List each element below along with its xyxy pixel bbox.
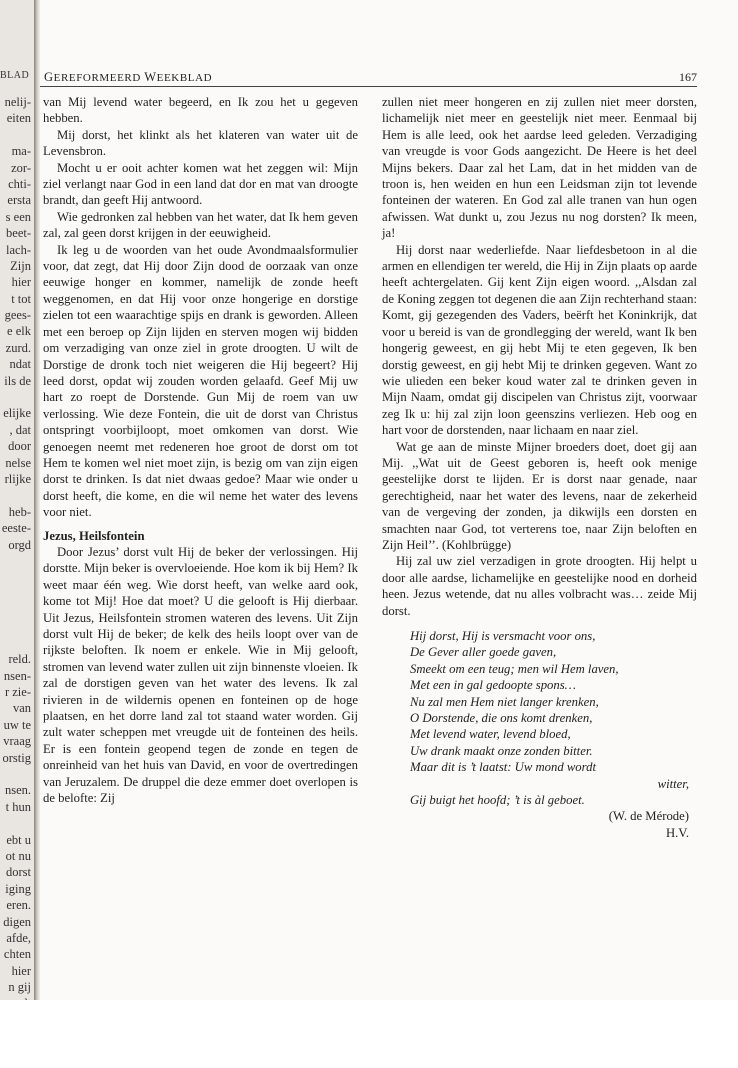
previous-page-line: , dat — [9, 422, 31, 437]
previous-page-edge — [0, 0, 34, 1000]
previous-page-line — [2, 487, 31, 503]
column-left — [43, 94, 358, 806]
previous-page-line: s een — [5, 209, 31, 224]
previous-page-line: ils de — [4, 373, 31, 388]
poem-line: Hij dorst, Hij is versmacht voor ons, — [410, 629, 596, 643]
previous-page-line: Zijn — [10, 258, 31, 273]
previous-page-line: nelse — [5, 455, 31, 470]
paragraph: Mij dorst, het klinkt als het klateren van water uit de Levensbron. — [43, 127, 358, 159]
publication-title: GEREFORMEERD WEEKBLAD — [44, 70, 213, 84]
previous-page-line: dorst — [6, 865, 31, 880]
previous-page-line: n gij — [8, 980, 31, 995]
paragraph: Mocht u er ooit achter komen wat het zeggen wil: Mijn ziel verlangt naar God in een land dat dor en mat van droogte brandt, dan geeft Hij antwoord. — [43, 160, 358, 208]
previous-page-line: eren. — [6, 898, 31, 913]
previous-page-line: nsen. — [4, 783, 31, 798]
previous-page-line — [2, 553, 31, 569]
bottom-margin — [0, 1000, 738, 1068]
previous-page-line: beet- — [6, 226, 31, 241]
poem-line-continuation: witter, — [657, 776, 689, 791]
previous-page-line: chti- — [8, 176, 31, 191]
previous-page-line — [2, 586, 31, 602]
poem-line: Met een in gal gedoopte spons… — [410, 678, 576, 693]
previous-page-line: e elk — [7, 324, 31, 339]
previous-page-line: ersta — [7, 193, 31, 208]
previous-page-line: hier — [11, 963, 31, 978]
poem-line: Maar dit is ’t laatst: Uw mond wordt — [410, 760, 596, 775]
previous-page-line: orgd — [8, 537, 31, 552]
previous-page-line: elijke — [3, 406, 31, 421]
previous-page-line: r zie- — [4, 685, 31, 700]
paragraph: Hij zal uw ziel verzadigen in grote droogten. Hij helpt u door alle aardse, lichamelijke en geestelijke nood en dorheid heen. Jezus wetende, dat nu alles volbracht was… zeide Mij dorst. — [382, 554, 697, 618]
previous-page-line: ma- — [11, 144, 31, 159]
previous-page-line: t hun — [5, 799, 31, 814]
previous-page-line — [2, 619, 31, 635]
previous-page-line: nelij- — [4, 95, 31, 109]
poem-line: Met levend water, levend bloed, — [410, 727, 571, 742]
poem-attribution: (W. de Mérode) — [608, 809, 689, 824]
previous-page-line: vraag — [3, 734, 31, 749]
poem-line: O Dorstende, die ons komt drenken, — [410, 711, 593, 726]
previous-page-line: orstig — [2, 750, 31, 765]
previous-page-line — [2, 569, 31, 585]
previous-page-line — [2, 815, 31, 831]
poem-line: Smeekt om een teug; men wil Hem laven, — [410, 661, 619, 676]
previous-page-line: ebt u — [6, 832, 31, 847]
previous-page-line: zor- — [11, 160, 31, 175]
previous-page-line: heb- — [8, 504, 31, 519]
poem-line: Nu zal men Hem niet langer krenken, — [410, 694, 599, 709]
paragraph: zullen niet meer hongeren en zij zullen niet meer dorsten, lichamelijk niet meer en geestelijk niet meer. Eenmaal bij Hem is alle leed, ook het aardse leed geleden. Verzadiging van vreugde is voor Gods aangezicht. De Heere is het deel Mijns bekers. Daar zal het Lam, dat in het midden van de troon is, hen weiden en hun een Leidsman zijn tot levende fonteinen der wateren. En God zal alle tranen van hun ogen afwissen. Wat dunkt u, zou Jezus nu nog dorsten? Ik meen, ja! — [382, 95, 697, 241]
previous-page-line: afde, — [6, 930, 31, 945]
previous-page-line — [2, 766, 31, 782]
paragraph: Hij dorst naar wederliefde. Naar liefdesbetoon in al die armen en ellendigen ter wereld, die Hij in Zijn plaats op aarde heeft achtergelaten. Gij kent Zijn eigen woord. ,,Alsdan zal de Koning zeggen tot degenen die aan Zijn rechterhand staan: Komt, gij gezegenden des Vaders, beërft het Koninkrijk, dat voor u bereid is van de grondlegging der wereld, want Ik ben hongerig geweest, en gij hebt Mij te eten gegeven, Ik ben dorstig geweest, en gij hebt Mij te drinken gegeven. Want zo wie ulieden een beker koud water zal te drinken geven in Mijn Naam, omdat gij discipelen van Christus zijt, voorwaar zeg Ik u: hij zal zijn loon geenszins verliezen. Heb oog en hart voor de dorstenden, naar lichaam en naar ziel. — [382, 242, 697, 438]
previous-page-line: eiten — [6, 111, 31, 126]
previous-page-line: ot nu — [5, 848, 31, 863]
previous-page-line — [2, 602, 31, 618]
previous-page-line: rlijke — [4, 471, 31, 486]
previous-page-line: eeste- — [1, 521, 31, 536]
previous-page-line: iging — [5, 881, 31, 896]
previous-page-line: nsen- — [3, 668, 31, 683]
previous-page-line: van — [12, 701, 31, 716]
previous-page-line: gees- — [4, 308, 31, 323]
poem-line: Uw drank maakt onze zonden bitter. — [410, 743, 593, 758]
previous-page-line: hier — [11, 275, 31, 290]
previous-page-line — [2, 127, 31, 143]
previous-page-lines — [2, 94, 31, 1012]
previous-page-header: BLAD — [0, 70, 30, 81]
poem-line: De Gever aller goede gaven, — [410, 645, 557, 660]
previous-page-line: chten — [3, 947, 31, 962]
previous-page-line — [2, 389, 31, 405]
header-rule — [40, 86, 697, 87]
paragraph: Ik leg u de woorden van het oude Avondmaalsformulier voor, dat zegt, dat Hij door Zijn dood de oorzaak van onze eeuwige honger en kommer, namelijk de zonde heeft weggenomen, en dat Hij voor onze hongerige en dorstige zielen tot een waarachtige spijs en drank is geworden. Alleen met een beroep op Zijn lijden en sterven mogen wij bidden om verzadiging van onze ziel in grote droogten. U wilt de Dorstige de dronk toch niet weigeren die Hij begeert? Hij leed dorst, opdat wij zouden worden gelaafd. Geef Mij uw hart zo roept de Dorstende. Gun Mij de roem van uw verlossing. Wie deze Fontein, die uit de dorst van Christus ontspringt voorbijloopt, moet omkomen van dorst. Wie genoegen neemt met redeneren hoe groot de dorst om tot Hem te komen wel niet moet zijn, is bezig om van zijn eigen dorst te drinken. Is dat niet dwaas gedoe? Maar wie onder u dorst heeft, die kome, en die wil neme het water des levens voor niet. — [43, 242, 358, 520]
previous-page-line: digen — [3, 914, 31, 929]
previous-page-line: t tot — [11, 291, 31, 306]
paragraph: Door Jezus’ dorst vult Hij de beker der verlossingen. Hij dorstte. Mijn beker is overvloeiende. Hoe kom ik bij Hem? Ik weet maar één weg. Wie dorst heeft, van welke aard ook, kome tot Mij! Hoe dat moet? U die gelooft is Hij dierbaar. Uit Jezus, Heilsfontein stromen wateren des levens. Uit Zijn dorst vult Hij de beker; de kelk des heils loopt over van de rijkste beloften. Ik noem er enkele. Wie in Mij gelooft, stromen van levend water zullen uit zijn binnenste vloeien. Ik zal de dorstigen geven van het water des levens. Ik zal rivieren in de wildernis openen en fonteinen op de hoge plaatsen, en het dorre land zal tot staand water worden. Gij zult water scheppen met vreugde uit de fonteinen des heils. Er is een fontein geopend tegen de zonde en tegen de onreinheid van het huis van David, en voor de overtredingen van Jeruzalem. De druppel die deze emmer doet overlopen is de belofte: Zij — [43, 544, 358, 806]
previous-page-line: lach- — [6, 242, 31, 257]
author-initials: H.V. — [665, 825, 689, 840]
running-header — [40, 70, 697, 86]
paragraph: Wie gedronken zal hebben van het water, dat Ik hem geven zal, zal geen dorst krijgen in der eeuwigheid. — [43, 209, 358, 241]
previous-page-line: uw te — [3, 717, 31, 732]
previous-page-line — [2, 635, 31, 651]
poem — [382, 628, 697, 825]
paragraph: van Mij levend water begeerd, en Ik zou het u gegeven hebben. — [43, 95, 358, 126]
poem-line: Gij buigt het hoofd; ’t is àl geboet. — [410, 793, 585, 808]
column-right — [382, 94, 697, 841]
previous-page-line: door — [8, 439, 31, 454]
page-number: 167 — [679, 70, 697, 84]
previous-page-line: reld. — [8, 652, 31, 667]
previous-page-line: ndat — [9, 357, 31, 372]
previous-page-line: zurd. — [5, 340, 31, 355]
section-heading: Jezus, Heilsfontein — [43, 528, 145, 543]
paragraph: Wat ge aan de minste Mijner broeders doet, doet gij aan Mij. ,,Wat uit de Geest geboren is, heeft ook menige geestelijke dorst te lijden. Er is dorst naar genade, naar gerechtigheid, naar het water des levens, naar de zekerheid van de vergeving der zonden, ja dikwijls een dorsten en smachten naar God, tot verterens toe, naar Zijn beloften en Zijn Heil’’. (Kohlbrügge) — [382, 439, 697, 552]
